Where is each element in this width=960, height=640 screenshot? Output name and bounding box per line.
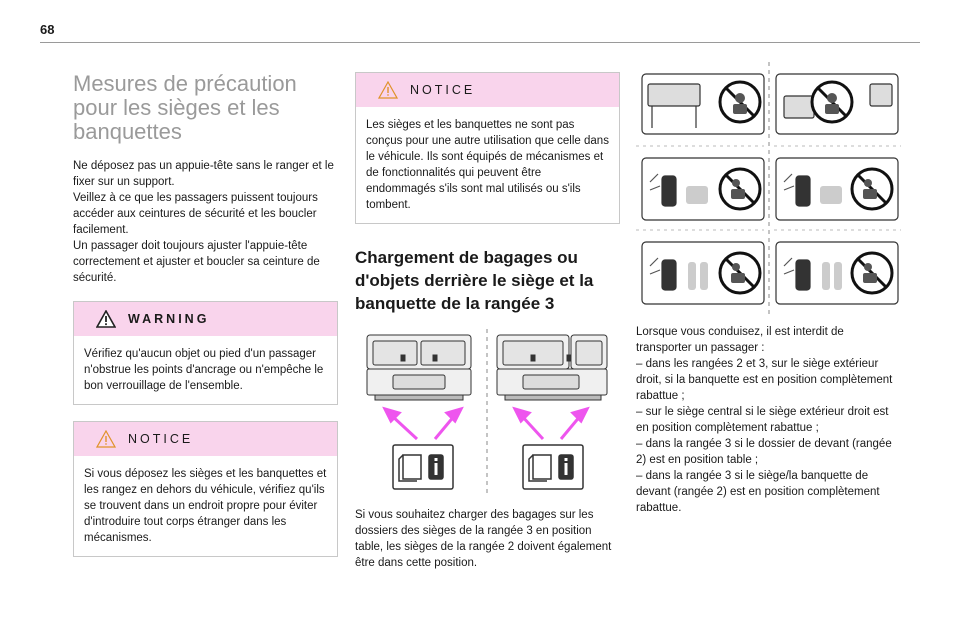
warning-icon — [96, 310, 116, 328]
page-number: 68 — [40, 22, 55, 37]
warning-header — [74, 302, 337, 336]
header-rule — [40, 42, 920, 43]
notice-header — [356, 73, 619, 107]
illustration-caption: Si vous souhaitez charger des bagages sur les dossiers des sièges de la rangée 3 en position table, les sièges de la rangée 2 doivent également être dans cette position. — [355, 509, 612, 569]
prohibition-item: – dans la rangée 3 si le dossier de devant (rangée 2) est en position table ; — [636, 438, 892, 466]
notice-box — [73, 421, 338, 557]
intro-paragraph: Veillez à ce que les passagers puissent toujours accéder aux ceintures de sécurité et les boucler facilement. — [73, 192, 318, 236]
scene-row2-left — [642, 158, 764, 220]
prohibition-diagram — [636, 62, 901, 314]
warning-text: Vérifiez qu'aucun objet ou pied d'un passager n'obstrue les points d'ancrage ou n'empêche le bon verrouillage de l'ensemble. — [84, 348, 324, 392]
prohibition-text — [636, 324, 901, 516]
page-title: Mesures de précaution pour les sièges et les banquettes — [73, 71, 297, 144]
notice-label: NOTICE — [410, 83, 476, 97]
bench-left — [367, 335, 471, 400]
warning-box — [73, 301, 338, 405]
seat-diagram — [355, 329, 620, 497]
notice-label: NOTICE — [128, 432, 194, 446]
prohibition-item: – dans les rangées 2 et 3, sur le siège extérieur droit, si la banquette est en position complètement rabattue ; — [636, 358, 893, 402]
manual-icon-right — [523, 445, 583, 489]
scene-row2-right — [776, 158, 898, 220]
bench-right — [497, 335, 607, 400]
scene-row1-left — [642, 74, 764, 134]
notice-icon — [378, 81, 398, 99]
notice-icon — [96, 430, 116, 448]
scene-row1-right — [776, 74, 898, 134]
intro-paragraph: Un passager doit toujours ajuster l'appuie-tête correctement et ajuster et boucler sa ceinture de sécurité. — [73, 240, 320, 284]
scene-row3-right — [776, 242, 898, 304]
manual-icon-left — [393, 445, 453, 489]
prohibition-item: – dans la rangée 3 si le siège/la banquette de devant (rangée 2) est en position complètement rabattue. — [636, 470, 880, 514]
prohibition-item: – sur le siège central si le siège extérieur droit est en position complètement rabattue ; — [636, 406, 889, 434]
scene-row3-left — [642, 242, 764, 304]
column-left — [73, 72, 338, 557]
prohibited-passenger-illustration — [636, 62, 901, 314]
notice-text: Si vous déposez les sièges et les banquettes et les rangez en dehors du véhicule, vérifiez qu'ils se trouvent dans un endroit propre pour éviter d'introduire tout corps étranger dans les mécanismes. — [84, 468, 327, 544]
intro-text — [73, 158, 338, 286]
intro-paragraph: Ne déposez pas un appuie-tête sans le ranger et le fixer sur un support. — [73, 160, 334, 188]
notice-text: Les sièges et les banquettes ne sont pas conçus pour une autre utilisation que celle dans le véhicule. Ils sont équipés de mécanismes et de fonctionnalités qui peuvent être endommagés s'ils sont mal utilisés ou s'ils tombent. — [366, 119, 609, 211]
notice-header — [74, 422, 337, 456]
section-title: Chargement de bagages ou d'objets derrière le siège et la banquette de la rangée 3 — [355, 248, 594, 313]
column-middle — [355, 72, 620, 571]
prohibition-intro: Lorsque vous conduisez, il est interdit de transporter un passager : — [636, 326, 844, 354]
column-right — [636, 62, 901, 516]
warning-label: WARNING — [128, 312, 210, 326]
seat-table-illustration — [355, 329, 620, 497]
arrow-group — [385, 409, 587, 439]
notice-box — [355, 72, 620, 224]
